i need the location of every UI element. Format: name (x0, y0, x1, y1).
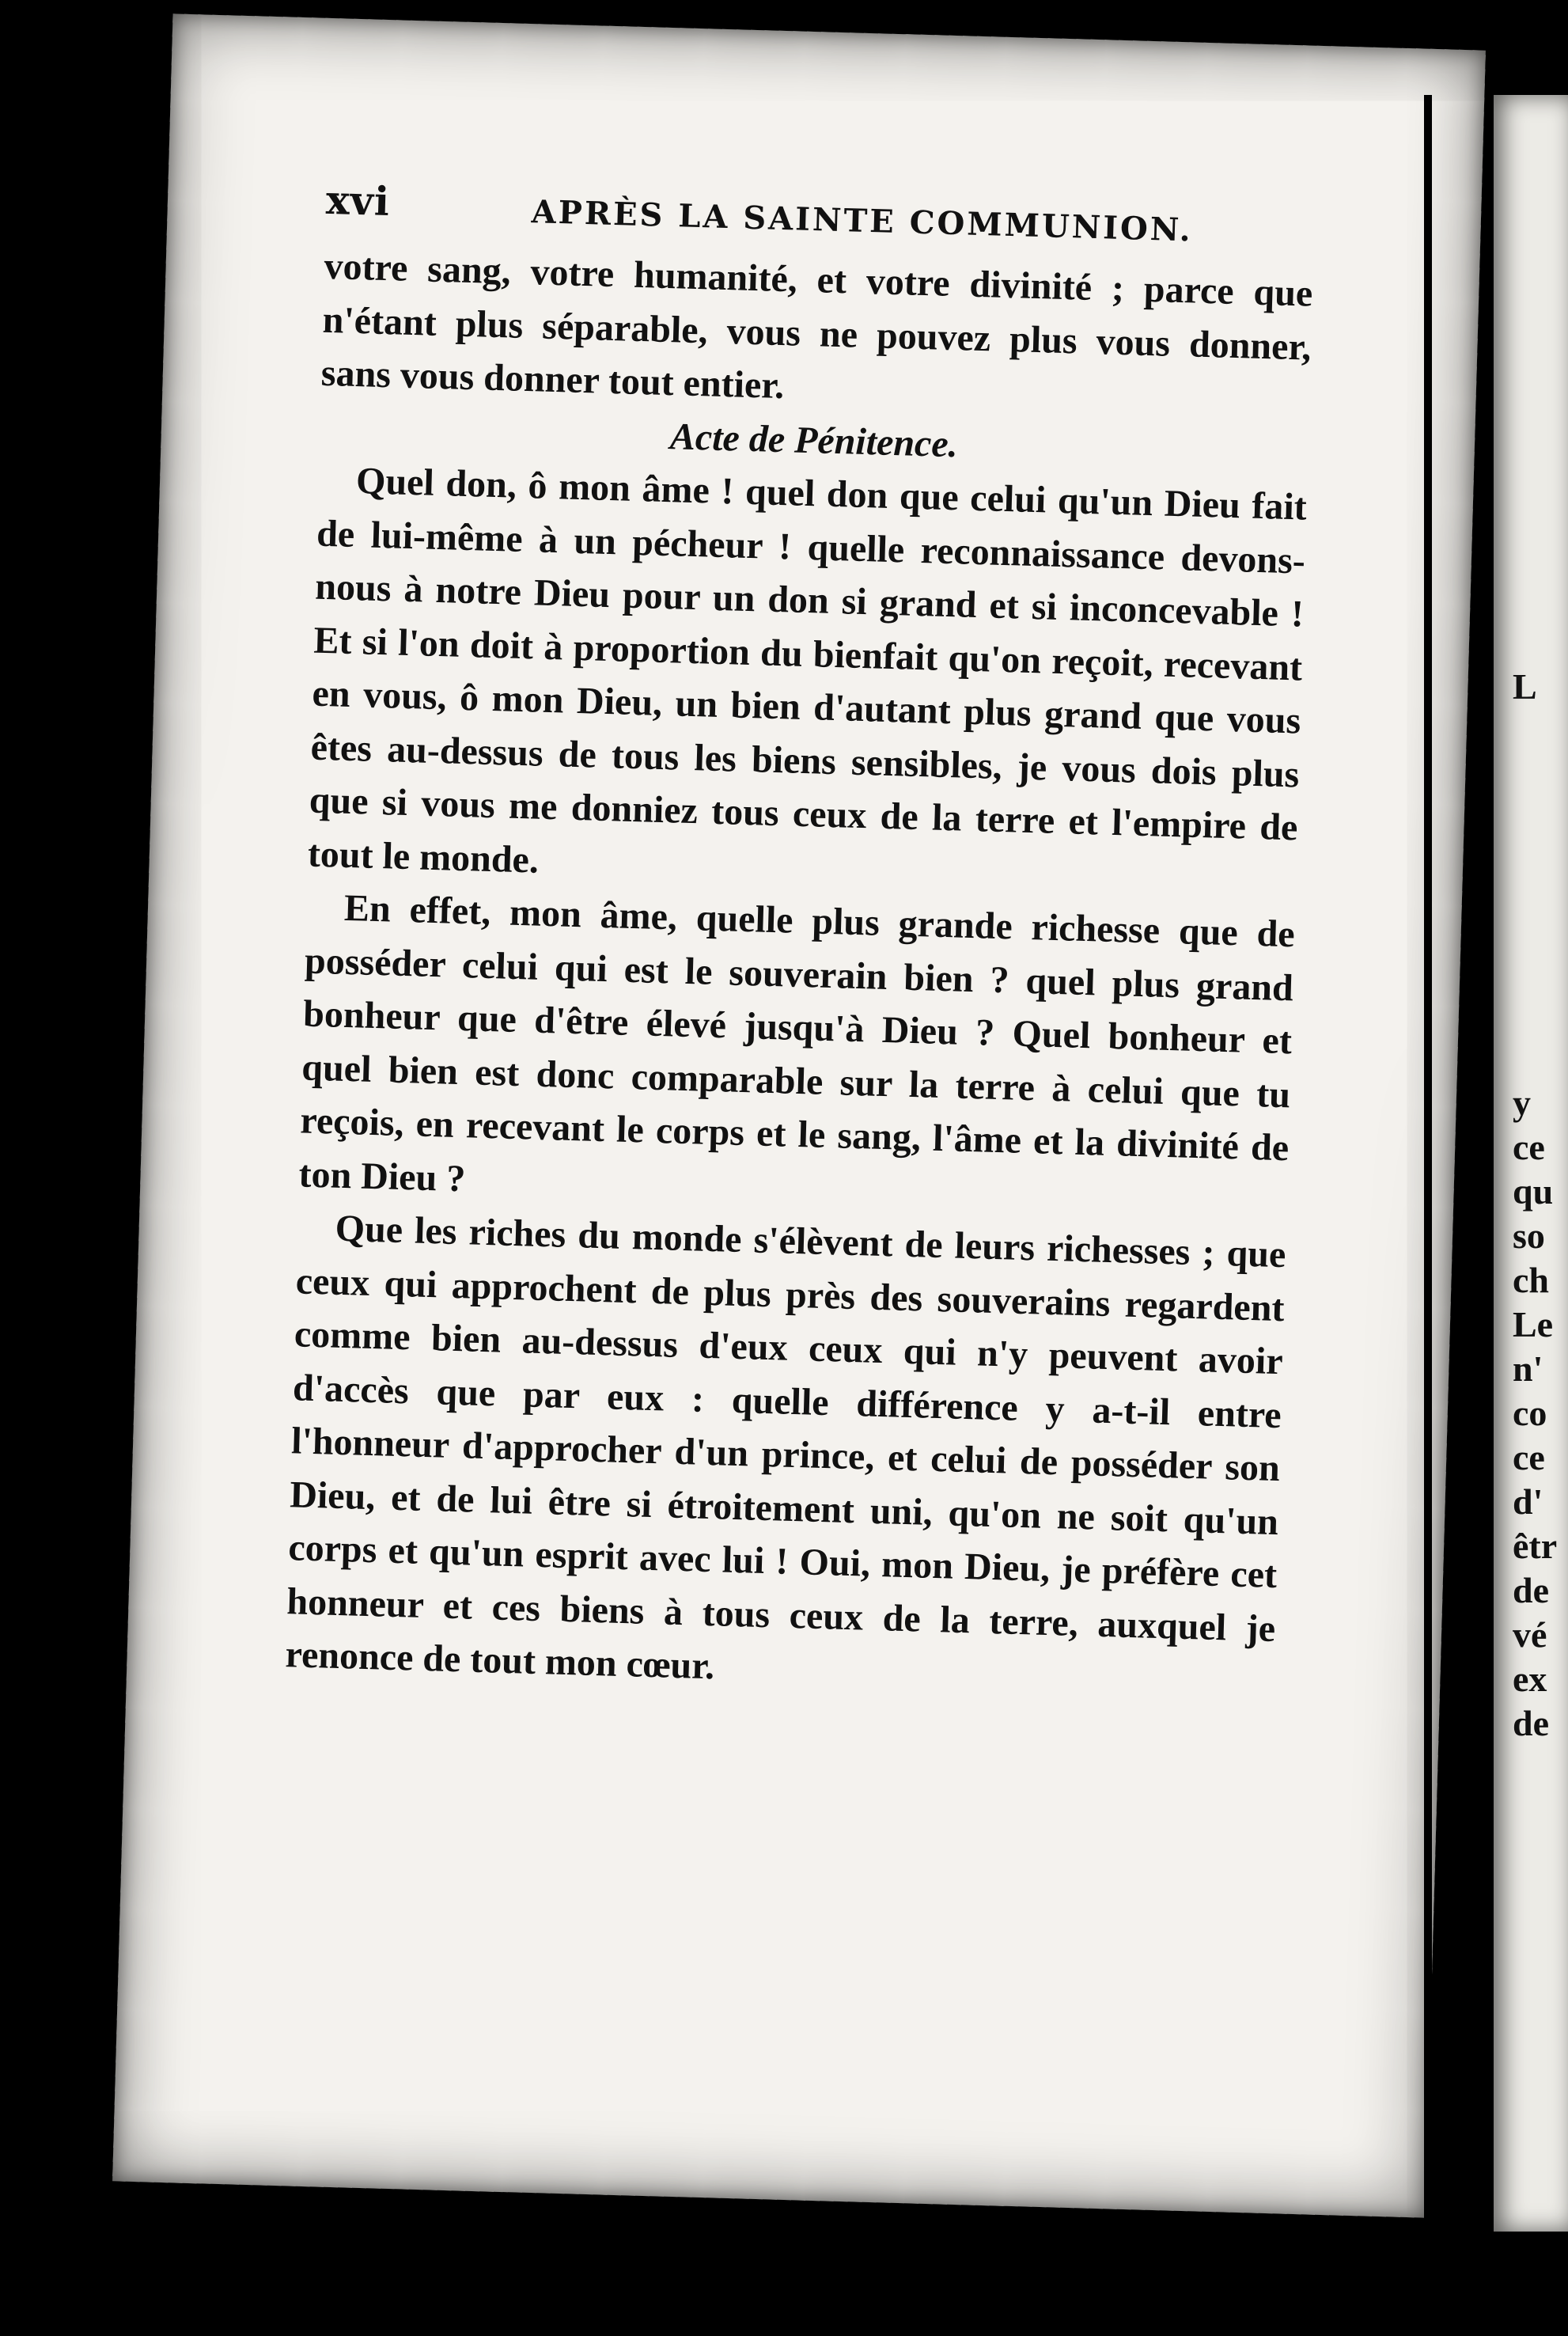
page-content (285, 176, 1316, 1709)
book-page (112, 13, 1486, 2217)
adjacent-page-fragment: y (1513, 1083, 1531, 1123)
body-paragraph-3: Que les riches du monde s'élèvent de leurs richesses ; que ceux qui approchent de plus près des souverains regardent comme bien au-dessus d'eux ceux qui n'y peuvent avoir d'accès que par eux : quelle différence y a-t-il entre l'honneur d'approcher d'un prince, et celui de posséder son Dieu, et de lui être si étroitement uni, qu'on ne soit qu'un corps et qu'un esprit avec lui ! Oui, mon Dieu, je préfère cet honneur et ces biens à tous ceux de la terre, auxquel je renonce de tout mon cœur. (285, 1207, 1287, 1688)
adjacent-page-fragment: ch (1513, 1260, 1549, 1300)
adjacent-page-fragment: ex (1513, 1659, 1547, 1699)
adjacent-page-fragment: n' (1513, 1348, 1543, 1389)
adjacent-page-fragment: êtr (1513, 1526, 1558, 1566)
body-paragraph-1: Quel don, ô mon âme ! quel don que celui qu'un Dieu fait de lui-même à un pécheur ! quelle reconnaissance devons-nous à notre Dieu pour un don si grand et si inconcevable ! Et si l'on doit à proportion du bienfait qu'on reçoit, recevant en vous, ô mon Dieu, un bien d'autant plus grand que vous êtes au-dessus de tous les biens sensibles, je vous dois plus que si vous me donniez tous ceux de la terre et l'empire de tout le monde. (307, 460, 1308, 882)
adjacent-page-fragment: de (1513, 1703, 1549, 1743)
running-title: APRÈS LA SAINTE COMMUNION. (531, 193, 1194, 249)
page-number: xvi (325, 176, 391, 226)
adjacent-page-fragment: so (1513, 1215, 1545, 1256)
section-heading: Acte de Pénitence. (669, 415, 959, 465)
adjacent-page-fragment: d' (1513, 1481, 1543, 1522)
adjacent-page-fragment: L (1513, 666, 1537, 707)
continued-paragraph: votre sang, votre humanité, et votre divinité ; parce que n'étant plus séparable, vous ne pouvez plus vous donner, sans vous donner tout entier. (320, 245, 1313, 408)
adjacent-page-text (1513, 666, 1558, 1746)
adjacent-page-fragment: de (1513, 1570, 1549, 1610)
adjacent-page-fragment: co (1513, 1393, 1547, 1433)
adjacent-page-fragment: qu (1513, 1171, 1554, 1212)
adjacent-page-fragment: Le (1513, 1304, 1554, 1344)
adjacent-page-edge (1494, 95, 1568, 2232)
adjacent-page-fragment: vé (1513, 1614, 1547, 1655)
page-gutter (1424, 95, 1432, 2271)
adjacent-page-fragment: ce (1513, 1437, 1545, 1477)
adjacent-page-fragment: ce (1513, 1127, 1545, 1167)
body-paragraph-2: En effet, mon âme, quelle plus grande richesse que de posséder celui qui est le souverain bien ? quel plus grand bonheur que d'être élevé jusqu'à Dieu ? Quel bonheur et quel bien est donc comparable sur la terre à celui que tu reçois, en recevant le corps et le sang, l'âme et la divinité de ton Dieu ? (297, 886, 1296, 1200)
